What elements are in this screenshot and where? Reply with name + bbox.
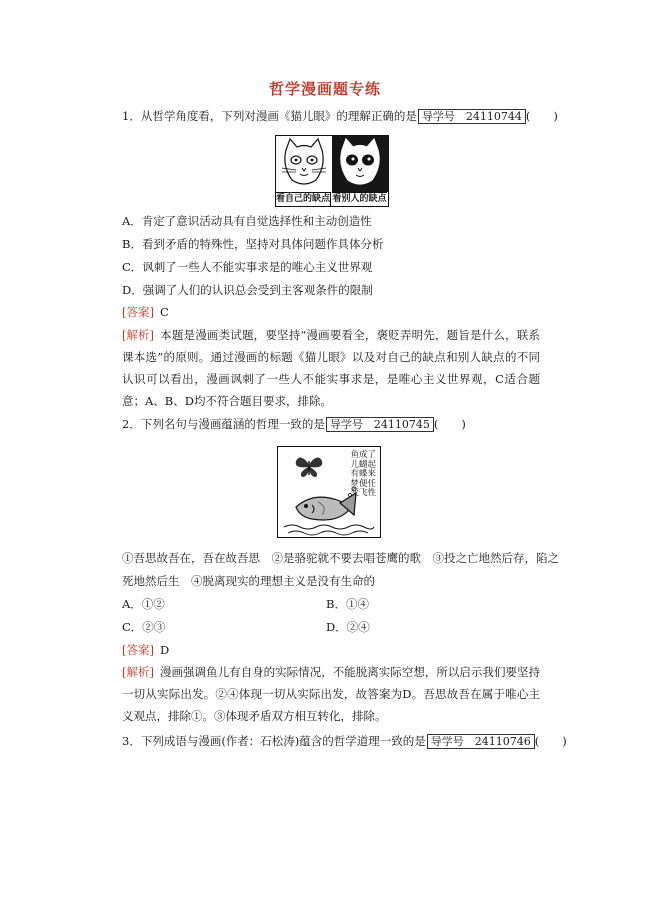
q1-stem-line <box>122 108 558 124</box>
cartoon-char: 了 <box>367 450 376 460</box>
q2-answer: D <box>159 643 170 657</box>
q1-answer-label: [答案] <box>122 305 154 319</box>
cartoon-char: 便 <box>358 478 368 489</box>
q2-analysis-label: [解析] <box>122 665 154 679</box>
q2-option-b: B．①④ <box>326 597 369 611</box>
cartoon-char: 性 <box>367 488 376 498</box>
cartoon-char: 成 <box>358 450 368 460</box>
q2-guide-code: 导学号 24110745 <box>326 417 434 432</box>
cartoon-char: 起 <box>367 459 376 470</box>
q3-guide-code: 导学号 24110746 <box>427 734 535 749</box>
cartoon-char: 任 <box>367 478 376 489</box>
q2-analysis: 漫画强调鱼儿有自身的实际情况，不能脱离实际空想，所以启示我们要坚持一切从实际出发。②④体现一切从实际出发，故答案为D。吾思故吾在属于唯心主义观点，排除①。③体现矛盾双方相互转化，排除。 <box>122 665 540 723</box>
q1-guide-code: 导学号 24110744 <box>418 109 526 124</box>
cartoon-char: 儿 <box>350 459 359 470</box>
q1-answer: C <box>159 305 169 319</box>
q2-stem: 2．下列名句与漫画蕴涵的哲理一致的是 <box>122 417 325 431</box>
cartoon-char: 变 <box>350 488 359 498</box>
q1-analysis-block <box>122 324 540 412</box>
cartoon-char: 飞 <box>358 488 368 498</box>
q2-paren: ( ) <box>433 417 466 431</box>
cartoon-char: 有 <box>350 469 359 479</box>
cartoon-char: 蝴 <box>358 459 368 470</box>
q1-option-b: B．看到矛盾的特殊性，坚持对具体问题作具体分析 <box>122 237 384 251</box>
cat-eye-cartoon <box>275 135 389 207</box>
cartoon-char: 来 <box>367 469 376 479</box>
q2-analysis-block <box>122 661 540 727</box>
q2-answer-label: [答案] <box>122 643 154 657</box>
q2-statement-line-1: ①吾思故吾在，吾在故吾思 ②是骆驼就不要去唱苍鹰的歌 ③投之亡地然后存，陷之 <box>122 551 559 565</box>
q1-option-a: A．肯定了意识活动具有自觉选择性和主动创造性 <box>122 214 372 228</box>
q1-paren: ( ) <box>525 109 558 123</box>
q1-answer-line <box>122 304 169 320</box>
q2-option-a: A．①② <box>122 597 165 611</box>
q3-stem-line <box>122 733 567 749</box>
q1-analysis: 本题是漫画类试题，要坚持“漫画要看全，褒贬弄明先，题旨是什么，联系课本选”的原则。通过漫画的标题《猫儿眼》以及对自己的缺点和别人缺点的不同认识可以看出，漫画讽刺了一些人不能实事求是，是唯心主义世界观，C适合题意；A、B、D均不符合题目要求，排除。 <box>122 328 540 408</box>
q3-paren: ( ) <box>534 734 567 748</box>
caption-own-faults: 看自己的缺点 <box>276 194 331 204</box>
cartoon-handwriting <box>332 451 376 503</box>
cartoon-char: 蝶 <box>358 469 368 479</box>
q2-option-d: D．②④ <box>326 620 370 634</box>
q1-option-c: C．讽刺了一些人不能实事求是的唯心主义世界观 <box>122 260 373 274</box>
cartoon-char: 鱼 <box>350 450 359 460</box>
q1-analysis-label: [解析] <box>122 328 154 342</box>
q1-stem: 1．从哲学角度看，下列对漫画《猫儿眼》的理解正确的是 <box>122 109 417 123</box>
q1-option-d: D．强调了人们的认识总会受到主客观条件的限制 <box>122 283 373 297</box>
q2-option-c: C．②③ <box>122 620 166 634</box>
q2-statement-line-2: 死地然后生 ④脱离现实的理想主义是没有生命的 <box>122 574 375 588</box>
caption-others-faults: 看别人的缺点 <box>332 194 387 204</box>
q2-stem-line <box>122 416 466 432</box>
q3-stem: 3．下列成语与漫画(作者：石松涛)蕴含的哲学道理一致的是 <box>122 734 426 748</box>
fish-butterfly-cartoon <box>277 446 381 538</box>
page-title: 哲学漫画题专练 <box>268 80 381 98</box>
q2-answer-line <box>122 642 169 658</box>
cartoon-char: 梦 <box>350 478 359 489</box>
cats-illustration-icon <box>276 136 388 192</box>
